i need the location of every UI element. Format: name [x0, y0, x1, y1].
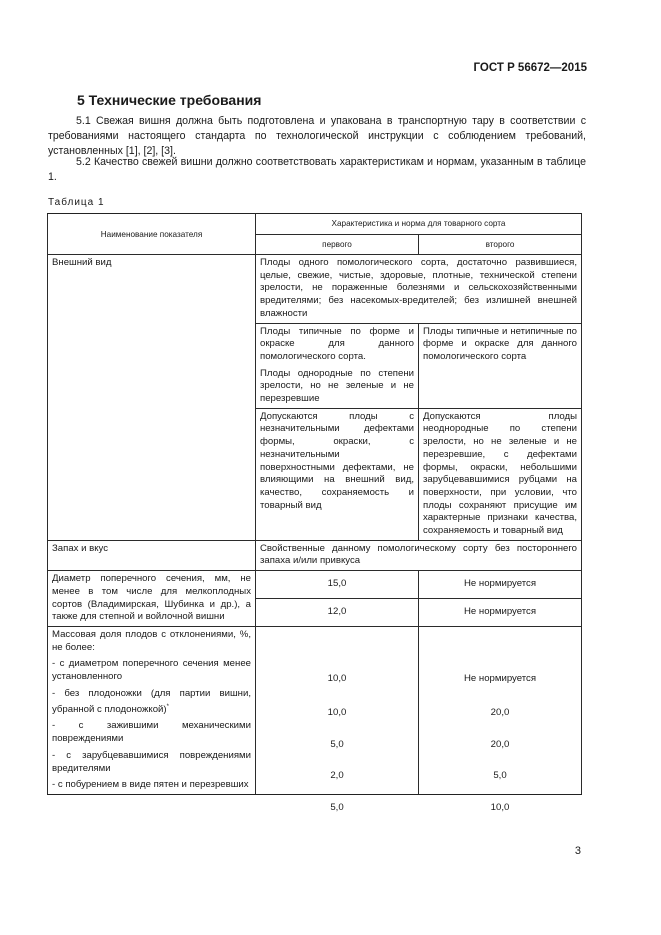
- appearance-common: Плоды одного помологического сорта, достаточно развившиеся, целые, свежие, чистые, здоровые, плотные, технической степени зрелости, не пораженные болезнями и сельскохозяйственными вредителями; без насекомых-вредителей; без излишней внешней влажности: [256, 255, 582, 324]
- diameter-second-2: Не нормируется: [419, 599, 582, 627]
- header-spec: Характеристика и норма для товарного сорта: [256, 214, 582, 235]
- row-name-diameter: Диаметр поперечного сечения, мм, не менее в том числе для мелкоплодных сортов (Владимирская, Шубинка и др.), а также для степной и войлочной вишни: [48, 571, 256, 627]
- mass-title: Массовая доля плодов с отклонениями, %, не более:: [52, 628, 251, 653]
- mass-first-1: 10,0: [327, 706, 347, 718]
- table-row: [48, 540, 582, 570]
- mass-label-3: - с зарубцевавшимися повреждениями вредителями: [52, 749, 251, 774]
- mass-first-values: [256, 626, 419, 813]
- appearance-first-defects: Допускаются плоды с незначительными дефектами формы, окраски, с незначительными поверхностными дефектами, не влияющими на внешний вид, качество, сохраняемость и товарный вид: [256, 408, 419, 540]
- mass-second-1: 20,0: [490, 706, 510, 718]
- row-name-appearance: Внешний вид: [48, 255, 256, 541]
- mass-second-0: Не нормируется: [463, 672, 537, 684]
- table-row: [48, 626, 582, 794]
- mass-label-1: - без плодоножки (для партии вишни, убранной с плодоножкой)*: [52, 687, 251, 715]
- diameter-first-1: 15,0: [256, 571, 419, 599]
- requirements-table: [47, 213, 582, 813]
- section-title: 5 Технические требования: [77, 92, 262, 108]
- row-name-mass: [48, 626, 256, 794]
- header-first-grade: первого: [256, 234, 419, 255]
- appearance-first-typical: [256, 323, 419, 408]
- mass-first-2: 5,0: [330, 738, 344, 750]
- paragraph-5-1: 5.1 Свежая вишня должна быть подготовлена и упакована в транспортную тару в соответствии с требованиями настоящего стандарта по технологической инструкции с соблюдением требований, установленных [1], [2], [3].: [48, 115, 586, 157]
- table-row: [48, 255, 582, 324]
- table-row: [48, 571, 582, 599]
- mass-first-0: 10,0: [327, 672, 347, 684]
- appearance-first-a: Плоды типичные по форме и окраске для данного помологического сорта.: [260, 325, 414, 362]
- appearance-second-typical: Плоды типичные и нетипичные по форме и окраске для данного помологического сорта: [419, 323, 582, 408]
- mass-first-3: 2,0: [330, 769, 344, 781]
- mass-first-4: 5,0: [330, 801, 344, 813]
- paragraph-5-2: 5.2 Качество свежей вишни должно соответствовать характеристикам и нормам, указанным в таблице 1.: [48, 156, 586, 183]
- smell-common: Свойственные данному помологическому сорту без постороннего запаха и/или привкуса: [256, 540, 582, 570]
- diameter-second-1: Не нормируется: [419, 571, 582, 599]
- mass-second-3: 5,0: [493, 769, 507, 781]
- table-caption: Таблица 1: [48, 197, 105, 208]
- mass-label-0: - с диаметром поперечного сечения менее установленного: [52, 658, 251, 683]
- appearance-second-defects: Допускаются плоды неоднородные по степени зрелости, но не зеленые и не перезревшие, с дефектами формы, окраски, небольшими зарубцевавшимися рубцами на поверхности, при условии, что плоды сохраняют присущие им характерные признаки качества, сохраняемость и товарный вид: [419, 408, 582, 540]
- diameter-first-2: 12,0: [256, 599, 419, 627]
- mass-second-values: [419, 626, 582, 813]
- appearance-first-b: Плоды однородные по степени зрелости, но не зеленые и не перезревшие: [260, 367, 414, 405]
- page-number: 3: [574, 845, 581, 857]
- mass-second-4: 10,0: [490, 801, 510, 813]
- header-second-grade: второго: [419, 234, 582, 255]
- mass-label-4: - с побурением в виде пятен и перезревших: [52, 779, 249, 791]
- row-name-smell: Запах и вкус: [48, 540, 256, 570]
- mass-second-2: 20,0: [490, 738, 510, 750]
- header-indicator-name: Наименование показателя: [48, 214, 256, 255]
- mass-label-2: - с зажившими механическими повреждениями: [52, 720, 251, 745]
- standard-number: ГОСТ Р 56672—2015: [473, 62, 587, 74]
